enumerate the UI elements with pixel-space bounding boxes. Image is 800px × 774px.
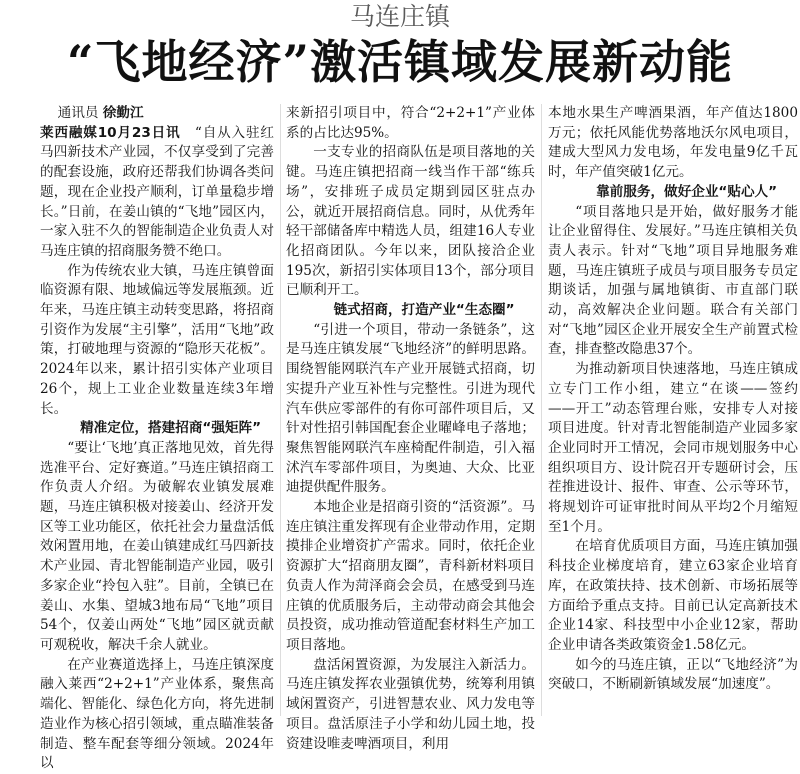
paragraph-continued: 来新招引项目中，符合“2+2+1”产业体系的占比达95%。 bbox=[286, 105, 535, 141]
paragraph: 在培育优质项目方面，马连庄镇加强科技企业梯度培育，建立63家企业培育库，在政策扶持、技术创新、市场拓展等方面给予重点支持。目前已认定高新技术企业14家、科技型中小企业12家，帮助企业申请各类政策资金1.58亿元。 bbox=[548, 538, 798, 653]
article-column-3 bbox=[548, 104, 798, 716]
section-heading: 链式招商，打造产业“生态圈” bbox=[333, 302, 515, 319]
column-divider bbox=[541, 104, 542, 716]
byline bbox=[40, 104, 274, 124]
section-heading: 精准定位，搭建招商“强矩阵” bbox=[80, 420, 262, 437]
lead-text: “自从入驻红马四新技术产业园，不仅享受到了完善的配套设施，政府还帮我们协调各类问题，现在企业投产顺利，订单量稳步增长。”日前，在姜山镇的“飞地”园区内，一家入驻不久的智能制造企业负责人对马连庄镇的招商服务赞不绝口。 bbox=[40, 124, 275, 259]
paragraph: 一支专业的招商队伍是项目落地的关键。马连庄镇把招商一线当作干部“练兵场”，安排班子成员定期到园区驻点办公，就近开展招商信息。同时，从优秀年轻干部储备库中精选人员，组建16人专业化招商团队。今年以来，团队接洽企业195次，新招引实体项目13个，部分项目已顺利开工。 bbox=[286, 144, 535, 299]
paragraph: “要让‘飞地’真正落地见效，首先得选准平台、定好赛道。”马连庄镇招商工作负责人介绍。为破解农业镇发展难题，马连庄镇积极对接姜山、经济开发区等工业功能区，依托社会力量盘活低效闲置用地，在姜山镇建成红马四新技术产业园、青北智能制造产业园，吸引多家企业“拎包入驻”。目前，全镇已在姜山、水集、望城3地布局“飞地”项目54个，仅姜山两处“飞地”园区就贡献可观税收，解决千余人就业。 bbox=[40, 439, 274, 653]
paragraph: 如今的马连庄镇，正以“飞地经济”为突破口，不断刷新镇域发展“加速度”。 bbox=[548, 656, 798, 693]
article-column-1 bbox=[40, 104, 275, 772]
paragraph: 作为传统农业大镇，马连庄镇曾面临资源有限、地域偏远等发展瓶颈。近年来，马连庄镇主动转变思路，将招商引资作为发展“主引擎”，活用“飞地”政策，打破地理与资源的“隐形天花板”。2024年以来，累计招引实体产业项目26个，规上工业企业数量连续3年增长。 bbox=[40, 262, 274, 417]
article-body bbox=[0, 104, 800, 772]
lead-paragraph bbox=[40, 124, 274, 262]
paragraph: 本地企业是招商引资的“活资源”。马连庄镇注重发挥现有企业带动作用，定期摸排企业增资扩产需求。同时，依托企业资源扩大“招商朋友圈”，青科新材料项目负责人作为菏泽商会会员，在感受到马连庄镇的优质服务后，主动带动商会其他会员投资，成功推动管道配套材料生产加工项目落地。 bbox=[286, 499, 535, 653]
article-column-2 bbox=[286, 104, 535, 752]
section-heading: 靠前服务，做好企业“贴心人” bbox=[596, 183, 778, 200]
paragraph: “引进一个项目，带动一条链条”，这是马连庄镇发展“飞地经济”的鲜明思路。围绕智能网联汽车产业开展链式招商，切实提升产业互补性与完整性。引进为现代汽车供应零部件的有你可部件项目后，又针对性招引韩国配套企业曜峰电子落地；聚焦智能网联汽车座椅配件制造，引入福沭汽车零部件项目，为奥迪、大众、比亚迪提供配件服务。 bbox=[286, 321, 535, 496]
byline-author: 徐勤江 bbox=[102, 105, 144, 121]
paragraph: 盘活闲置资源，为发展注入新活力。马连庄镇发挥农业强镇优势，统筹利用镇域闲置资产，引进智慧农业、风力发电等项目。盘活原洼子小学和幼儿园土地，投资建设唯麦啤酒项目，利用 bbox=[286, 656, 535, 752]
paragraph: 在产业赛道选择上，马连庄镇深度融入莱西“2+2+1”产业体系，聚焦高端化、智能化、绿色化方向，将先进制造业作为核心招引领域，重点瞄准装备制造、整车配套等细分领域。2024年以 bbox=[40, 656, 274, 772]
kicker-town: 马连庄镇 bbox=[349, 2, 450, 31]
headline: “飞地经济”激活镇域发展新动能 bbox=[67, 35, 733, 89]
paragraph-continued: 本地水果生产啤酒果酒，年产值达1800万元；依托风能优势落地沃尔风电项目，建成大型风力发电场，年发电量9亿千瓦时，年产值突破1亿元。 bbox=[548, 105, 798, 181]
paragraph: 为推动新项目快速落地，马连庄镇成立专门工作小组，建立“在谈——签约——开工”动态管理台账，安排专人对接项目进度。针对青北智能制造产业园多家企业同时开工情况，会同市规划服务中心组织项目方、设计院召开专题研讨会，压茬推进设计、报件、审查、公示等环节，将规划许可证审批时间从平均2个月缩短至1个月。 bbox=[548, 361, 798, 535]
paragraph: “项目落地只是开始，做好服务才能让企业留得住、发展好。”马连庄镇相关负责人表示。针对“飞地”项目异地服务难题，马连庄镇班子成员与项目服务专员定期谈话，加强与属地镇街、市直部门联动，高效解决企业问题。联合有关部门对“飞地”园区企业开展安全生产前置式检查，排查整改隐患37个。 bbox=[548, 203, 798, 358]
column-divider bbox=[280, 104, 281, 716]
byline-label: 通讯员 bbox=[57, 105, 99, 121]
dateline: 莱西融媒10月23日讯 bbox=[40, 124, 181, 141]
